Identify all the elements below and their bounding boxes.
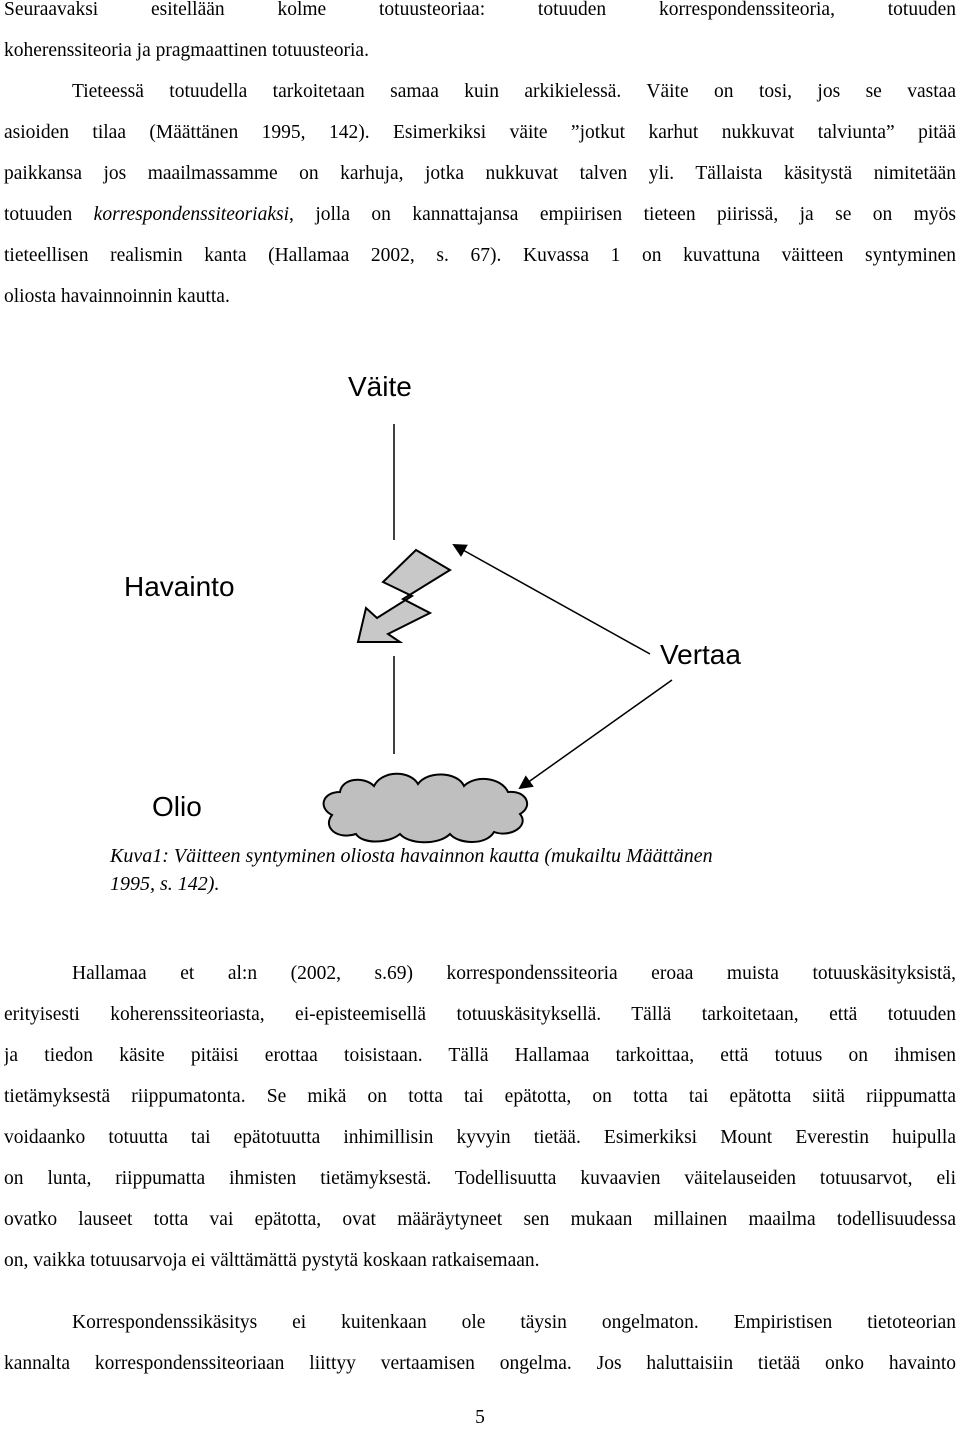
text-line: Tieteessä totuudella tarkoitetaan samaa kuin arkikielessä. Väite on tosi, jos se vastaa — [72, 81, 956, 102]
lightning-icon — [358, 550, 450, 642]
text-line: koherenssiteoria ja pragmaattinen totuusteoria. — [4, 40, 369, 61]
label-compare: Vertaa — [660, 639, 741, 670]
text-line: on, vaikka totuusarvoja ei välttämättä pystytä koskaan ratkaisemaan. — [4, 1250, 540, 1271]
label-observation: Havainto — [124, 571, 235, 602]
text-line: on lunta, riippumatta ihmisten tietämyksestä. Todellisuutta kuvaavien väitelauseiden totuusarvot, eli — [4, 1168, 956, 1189]
text-line: tietämyksestä riippumatonta. Se mikä on totta tai epätotta, on totta tai epätotta siitä riippumatta — [4, 1086, 956, 1107]
text-line: kannalta korrespondenssiteoriaan liittyy vertaamisen ongelma. Jos haluttaisiin tietää onko havainto — [4, 1353, 956, 1374]
page-number: 5 — [475, 1407, 485, 1428]
caption-line: 1995, s. 142). — [110, 873, 220, 895]
caption-line: Kuva1: Väitteen syntyminen oliosta havainnon kautta (mukailtu Määttänen — [110, 845, 713, 867]
text-line: Seuraavaksi esitellään kolme totuusteoriaa: totuuden korrespondenssiteoria, totuuden — [4, 0, 956, 20]
truth-definition-paragraph — [4, 71, 956, 317]
correspondence-diagram — [0, 340, 960, 860]
problem-paragraph — [4, 1302, 956, 1384]
text-line: asioiden tilaa (Määttänen 1995, 142). Esimerkiksi väite ”jotkut karhut nukkuvat talviunta” pitää — [4, 122, 956, 143]
text-line: totuuden korrespondenssiteoriaksi, jolla on kannattajansa empiirisen tieteen piirissä, ja se on myös — [4, 204, 956, 225]
text-line: ja tiedon käsite pitäisi erottaa toisistaan. Tällä Hallamaa tarkoittaa, että totuus on ihmisen — [4, 1045, 956, 1066]
emphasized-term: korrespondenssiteoriaksi — [93, 204, 290, 225]
text-line: Hallamaa et al:n (2002, s.69) korrespondenssiteoria eroaa muista totuuskäsityksistä, — [72, 963, 956, 984]
hallamaa-paragraph — [4, 953, 956, 1281]
compare-to-object-arrow — [520, 680, 672, 788]
label-object: Olio — [152, 791, 202, 822]
text-line: paikkansa jos maailmassamme on karhuja, jotka nukkuvat talven yli. Tällaista käsitystä nimitetään — [4, 163, 956, 184]
text-line: Korrespondenssikäsitys ei kuitenkaan ole täysin ongelmaton. Empiristisen tietoteorian — [72, 1312, 956, 1333]
intro-paragraph — [4, 0, 956, 71]
text-line: erityisesti koherenssiteoriasta, ei-episteemisellä totuuskäsityksellä. Tällä tarkoitetaan, että totuuden — [4, 1004, 956, 1025]
text-line: oliosta havainnoinnin kautta. — [4, 286, 230, 307]
text-line: tieteellisen realismin kanta (Hallamaa 2002, s. 67). Kuvassa 1 on kuvattuna väitteen syntyminen — [4, 245, 956, 266]
label-claim: Väite — [348, 371, 412, 402]
compare-to-claim-arrow — [454, 545, 650, 654]
text-line: ovatko lauseet totta vai epätotta, ovat määräytyneet sen mukaan millainen maailma todellisuudessa — [4, 1209, 956, 1230]
cloud-icon — [324, 774, 528, 843]
figure-caption — [110, 842, 870, 898]
text-line: voidaanko totuutta tai epätotuutta inhimillisin kyvyin tietää. Esimerkiksi Mount Everestin huipulla — [4, 1127, 956, 1148]
